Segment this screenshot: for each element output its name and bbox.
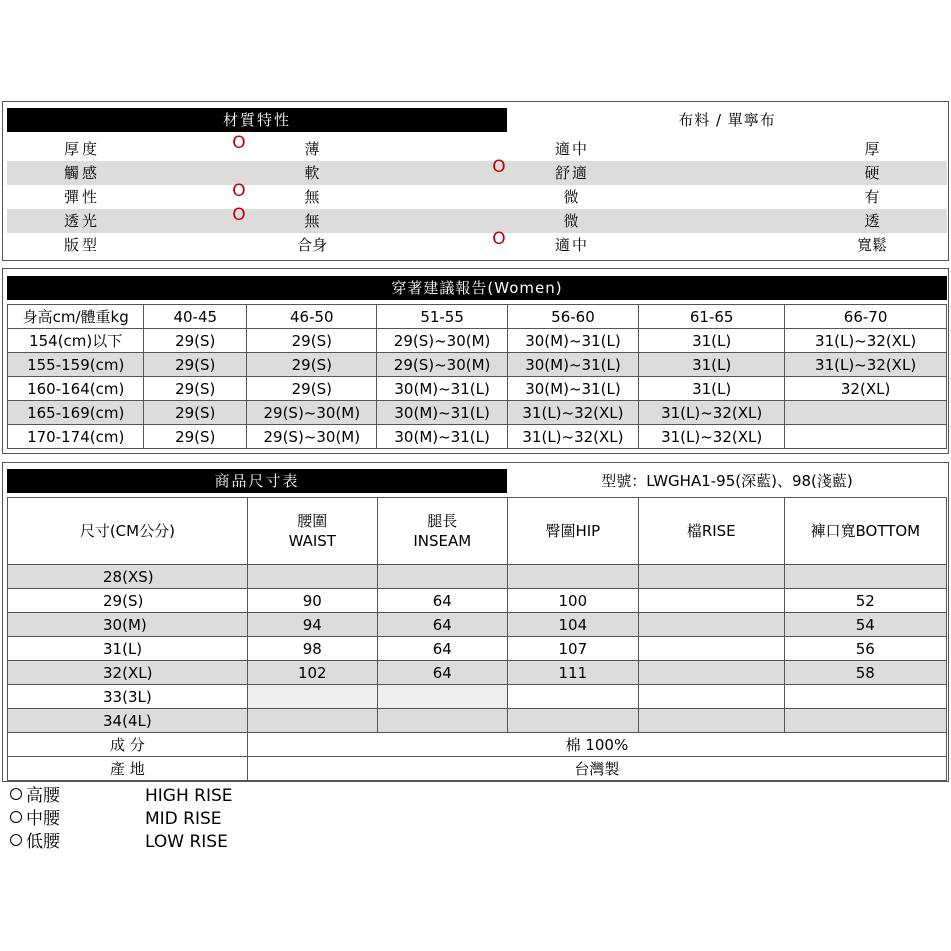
size-measure-cell: 104 [507, 613, 638, 637]
size-column-title: 尺寸(CM公分) [79, 522, 175, 540]
legend-item [10, 831, 310, 854]
fit-table [7, 304, 947, 449]
fit-height-label: 154(cm)以下 [8, 329, 144, 353]
size-column-title: 腰圍 [297, 512, 328, 530]
material-option-c: 硬 [864, 164, 880, 182]
fit-size-cell: 31(L)~32(XL) [507, 425, 638, 449]
fit-column-header: 51-55 [377, 305, 507, 329]
circle-icon [10, 788, 22, 800]
fit-size-cell: 31(L)~32(XL) [639, 401, 785, 425]
size-measure-cell: 111 [507, 661, 638, 685]
fit-size-cell: 29(S) [144, 329, 247, 353]
size-measure-cell [784, 709, 946, 733]
fit-height-label: 155-159(cm) [8, 353, 144, 377]
size-column-header [247, 498, 377, 565]
size-column-subtitle: INSEAM [413, 532, 472, 550]
material-row [7, 133, 947, 161]
fit-size-cell: 31(L)~32(XL) [507, 401, 638, 425]
fit-size-cell: 29(S) [144, 401, 247, 425]
size-measure-cell [507, 565, 638, 589]
fit-height-label: 160-164(cm) [8, 377, 144, 401]
size-measure-cell: 58 [784, 661, 946, 685]
fit-size-cell: 29(S) [144, 425, 247, 449]
material-option-a: 薄 [304, 140, 320, 158]
composition-value: 棉 100% [247, 733, 946, 757]
fit-size-cell: 29(S) [247, 353, 377, 377]
fit-row [8, 329, 947, 353]
material-option-c: 有 [864, 188, 880, 206]
size-measure-cell [638, 685, 784, 709]
size-measure-cell: 94 [247, 613, 377, 637]
rise-legend [10, 785, 310, 854]
fit-column-header: 身高cm/體重kg [8, 305, 144, 329]
size-measure-cell: 107 [507, 637, 638, 661]
material-option-a: 合身 [296, 236, 327, 254]
material-option-c: 厚 [864, 140, 880, 158]
fit-size-cell: 31(L) [639, 329, 785, 353]
size-column-title: 檔RISE [686, 522, 736, 540]
material-option-b: 適中 [554, 140, 589, 158]
size-measure-cell: 52 [784, 589, 946, 613]
fit-size-cell: 31(L) [639, 377, 785, 401]
fit-size-cell [785, 425, 947, 449]
fit-size-cell: 29(S) [144, 377, 247, 401]
size-measure-cell [377, 685, 507, 709]
fit-row [8, 377, 947, 401]
fit-header: 穿著建議報告(Women) [7, 276, 947, 300]
size-row [8, 661, 947, 685]
size-measure-cell [247, 565, 377, 589]
fit-size-cell: 30(M)~31(L) [377, 401, 507, 425]
fit-size-cell: 31(L)~32(XL) [785, 329, 947, 353]
fit-size-cell: 30(M)~31(L) [507, 353, 638, 377]
material-option-b: 適中 [554, 236, 589, 254]
size-column-subtitle: WAIST [288, 532, 336, 550]
size-measure-cell [784, 565, 946, 589]
material-row [7, 157, 947, 185]
fit-size-cell: 29(S) [247, 377, 377, 401]
fit-column-header: 61-65 [639, 305, 785, 329]
material-option-b: 舒適 [554, 164, 589, 182]
size-measure-cell [638, 565, 784, 589]
size-measure-cell: 54 [784, 613, 946, 637]
size-measure-cell [638, 637, 784, 661]
fit-column-header: 66-70 [785, 305, 947, 329]
legend-en: HIGH RISE [145, 786, 233, 806]
size-measure-cell [377, 709, 507, 733]
fit-size-cell: 30(M)~31(L) [507, 377, 638, 401]
material-row-label: 彈性 [63, 188, 100, 206]
size-measure-cell [247, 685, 377, 709]
legend-en: LOW RISE [145, 832, 228, 852]
fit-size-cell: 29(S)~30(M) [247, 401, 377, 425]
material-row [7, 205, 947, 233]
fit-row [8, 425, 947, 449]
size-column-header [784, 498, 946, 565]
fit-size-cell: 29(S) [247, 329, 377, 353]
fit-column-header: 46-50 [247, 305, 377, 329]
fit-size-cell: 29(S)~30(M) [377, 353, 507, 377]
material-row [7, 229, 947, 257]
fit-size-cell: 29(S)~30(M) [377, 329, 507, 353]
size-measure-cell: 64 [377, 637, 507, 661]
size-measure-cell [784, 685, 946, 709]
size-measure-cell [638, 613, 784, 637]
size-column-header [8, 498, 248, 565]
size-row [8, 709, 947, 733]
size-row [8, 589, 947, 613]
material-option-a: 無 [304, 188, 320, 206]
circle-icon [10, 834, 22, 846]
size-table [7, 497, 947, 781]
legend-zh: 中腰 [26, 809, 60, 829]
size-label: 34(4L) [8, 709, 248, 733]
fit-size-cell: 29(S) [144, 353, 247, 377]
origin-label: 產 地 [8, 757, 248, 781]
origin-row [8, 757, 947, 781]
size-header-row [8, 498, 947, 565]
material-row-label: 版型 [63, 236, 100, 254]
fit-size-cell [785, 401, 947, 425]
size-measure-cell: 64 [377, 661, 507, 685]
size-row [8, 565, 947, 589]
fit-height-label: 165-169(cm) [8, 401, 144, 425]
fit-size-cell: 31(L)~32(XL) [785, 353, 947, 377]
size-label: 32(XL) [8, 661, 248, 685]
size-measure-cell: 64 [377, 613, 507, 637]
size-column-header [507, 498, 638, 565]
legend-item [10, 785, 310, 808]
composition-label: 成 分 [8, 733, 248, 757]
material-option-c: 透 [864, 212, 880, 230]
fabric-label: 布料 / 單寧布 [507, 108, 947, 132]
size-measure-cell [377, 565, 507, 589]
fit-row [8, 353, 947, 377]
composition-row [8, 733, 947, 757]
legend-zh: 低腰 [26, 832, 60, 852]
fit-size-cell: 30(M)~31(L) [377, 425, 507, 449]
size-measure-cell: 100 [507, 589, 638, 613]
size-row [8, 613, 947, 637]
size-column-title: 臀圍HIP [545, 522, 601, 540]
size-measure-cell: 90 [247, 589, 377, 613]
selected-mark: O [232, 133, 246, 153]
selected-mark: O [492, 157, 506, 177]
size-column-title: 腿長 [427, 512, 458, 530]
size-label: 29(S) [8, 589, 248, 613]
fit-column-header: 40-45 [144, 305, 247, 329]
material-option-a: 無 [304, 212, 320, 230]
size-measure-cell [507, 709, 638, 733]
material-option-b: 微 [563, 188, 581, 206]
legend-item [10, 808, 310, 831]
size-label: 31(L) [8, 637, 248, 661]
size-measure-cell: 102 [247, 661, 377, 685]
fit-row [8, 401, 947, 425]
fit-size-cell: 30(M)~31(L) [507, 329, 638, 353]
origin-value: 台灣製 [247, 757, 946, 781]
size-column-header [638, 498, 784, 565]
legend-zh: 高腰 [26, 786, 60, 806]
size-header: 商品尺寸表 [7, 469, 507, 493]
material-row [7, 181, 947, 209]
material-row-label: 厚度 [63, 140, 100, 158]
legend-en: MID RISE [145, 809, 222, 829]
size-row [8, 685, 947, 709]
selected-mark: O [492, 229, 506, 249]
fit-size-cell: 32(XL) [785, 377, 947, 401]
size-measure-cell: 56 [784, 637, 946, 661]
size-row [8, 637, 947, 661]
fit-size-cell: 31(L)~32(XL) [639, 425, 785, 449]
material-option-b: 微 [563, 212, 581, 230]
size-measure-cell: 98 [247, 637, 377, 661]
selected-mark: O [232, 181, 246, 201]
size-label: 33(3L) [8, 685, 248, 709]
material-option-c: 寬鬆 [856, 236, 887, 254]
fit-size-cell: 30(M)~31(L) [377, 377, 507, 401]
size-label: 30(M) [8, 613, 248, 637]
model-number: 型號：LWGHA1-95(深藍)、98(淺藍) [507, 469, 947, 493]
circle-icon [10, 811, 22, 823]
size-label: 28(XS) [8, 565, 248, 589]
fit-size-cell: 29(S)~30(M) [247, 425, 377, 449]
selected-mark: O [232, 205, 246, 225]
fit-column-header: 56-60 [507, 305, 638, 329]
size-measure-cell [638, 661, 784, 685]
fit-height-label: 170-174(cm) [8, 425, 144, 449]
material-option-a: 軟 [304, 164, 320, 182]
size-measure-cell: 64 [377, 589, 507, 613]
fit-header-row [8, 305, 947, 329]
size-measure-cell [638, 589, 784, 613]
size-column-title: 褲口寬BOTTOM [810, 522, 921, 540]
material-row-label: 透光 [63, 212, 100, 230]
material-header: 材質特性 [7, 108, 507, 132]
fit-size-cell: 31(L) [639, 353, 785, 377]
size-measure-cell [507, 685, 638, 709]
size-measure-cell [247, 709, 377, 733]
size-column-header [377, 498, 507, 565]
material-row-label: 觸感 [63, 164, 100, 182]
size-measure-cell [638, 709, 784, 733]
